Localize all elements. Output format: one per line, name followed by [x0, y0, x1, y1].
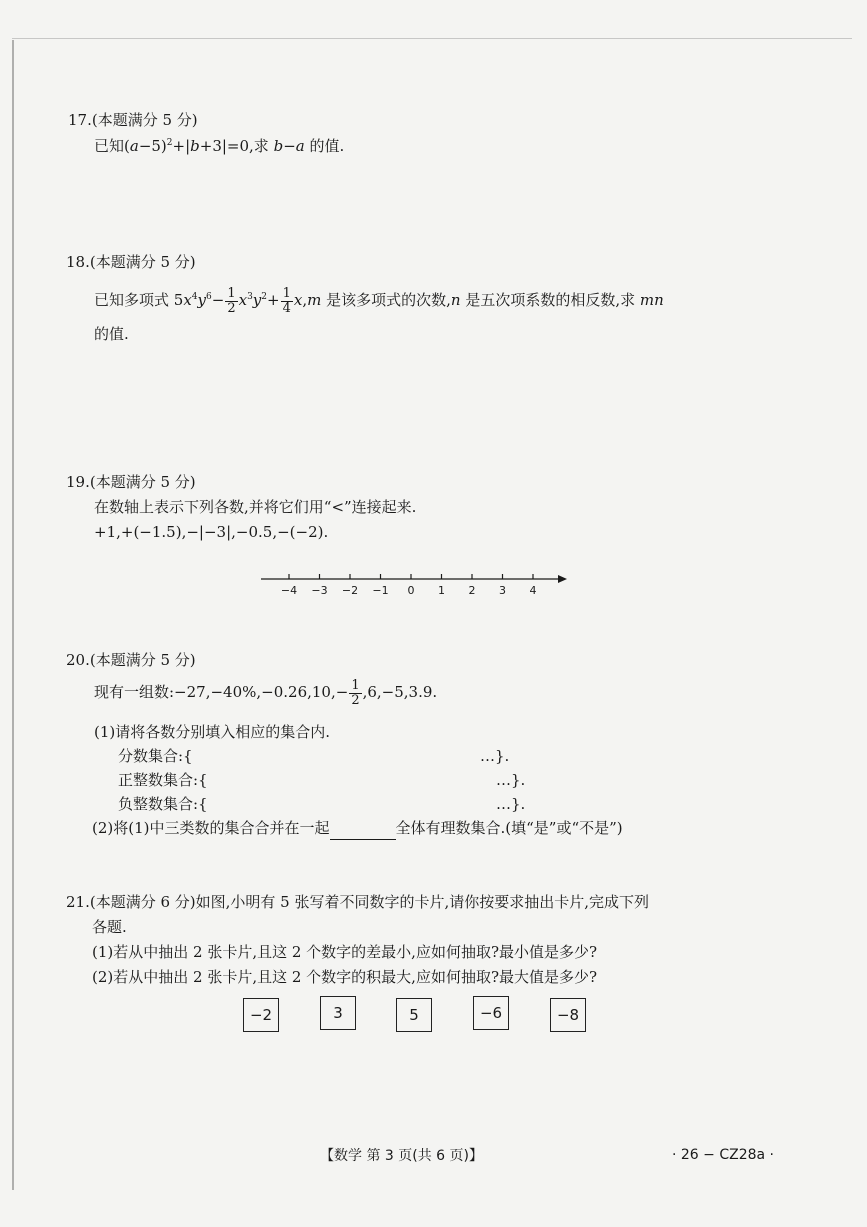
number-line-tick-label: −2 [341, 584, 359, 597]
number-line-tick-label: −1 [372, 584, 389, 597]
question-20-header: 20.(本题满分 5 分) [66, 651, 196, 669]
number-card: −2 [243, 998, 279, 1032]
number-card: 3 [320, 996, 356, 1030]
number-line-tick-label: −4 [280, 584, 298, 597]
question-19-numbers: +1,+(−1.5),−|−3|,−0.5,−(−2). [94, 523, 329, 541]
number-line [255, 565, 575, 601]
set-negative-integer-end: …}. [496, 795, 526, 813]
question-21-line2: 各题. [92, 918, 127, 936]
number-card: −6 [473, 996, 509, 1030]
question-18-line2: 的值. [94, 325, 129, 343]
set-fraction-end: …}. [480, 747, 510, 765]
set-positive-integer-end: …}. [496, 771, 526, 789]
fraction-one-half: $\frac{1}{2}$ [227, 285, 236, 316]
question-20-numbers: 现有一组数:−27,−40%,−0.26,10,− $\frac{1}{2}$ ,6,−5,3.9. [94, 677, 438, 708]
page-footer: 【数学 第 3 页(共 6 页)】 [320, 1148, 483, 1164]
set-positive-integer-label: 正整数集合:{ [118, 771, 208, 789]
question-18-header: 18.(本题满分 5 分) [66, 253, 196, 271]
question-19-header: 19.(本题满分 5 分) [66, 473, 196, 491]
question-21-part1: (1)若从中抽出 2 张卡片,且这 2 个数字的差最小,应如何抽取?最小值是多少? [92, 943, 598, 961]
question-19-instruction: 在数轴上表示下列各数,并将它们用“<”连接起来. [94, 498, 417, 516]
number-line-tick-label: 0 [407, 584, 415, 597]
question-21-line1: 21.(本题满分 6 分)如图,小明有 5 张写着不同数字的卡片,请你按要求抽出卡片,完成下列 [66, 893, 650, 911]
set-negative-integer-label: 负整数集合:{ [118, 795, 208, 813]
question-21-part2: (2)若从中抽出 2 张卡片,且这 2 个数字的积最大,应如何抽取?最大值是多少? [92, 968, 598, 986]
number-card: 5 [396, 998, 432, 1032]
question-18-body: 已知多项式 $5x^4y^6-$ $\frac{1}{2}$ $x^3y^2+$ $\frac{1}{4}$ x,m 是该多项式的次数,n 是五次项系数的相反数,求 mn [94, 285, 664, 316]
fraction-one-quarter: $\frac{1}{4}$ [282, 285, 291, 316]
number-card: −8 [550, 998, 586, 1032]
fraction-one-half: $\frac{1}{2}$ [351, 677, 360, 708]
page-edge-left [12, 40, 14, 1190]
question-20-part1: (1)请将各数分别填入相应的集合内. [94, 723, 331, 741]
question-17-body: 已知$(a-5)^2+|b+3|=0$,求 b−a 的值. [94, 137, 345, 155]
paper-code: · 26 − CZ28a · [672, 1147, 775, 1163]
set-fraction-label: 分数集合:{ [118, 747, 193, 765]
answer-blank[interactable] [330, 823, 396, 840]
number-line-tick-label: 2 [468, 584, 476, 597]
number-line-tick-label: 1 [438, 584, 445, 597]
question-20-part2: (2)将(1)中三类数的集合合并在一起 全体有理数集合.(填“是”或“不是”) [92, 816, 623, 840]
number-line-tick-label: 3 [499, 584, 506, 597]
number-line-tick-label: −3 [311, 584, 328, 597]
page-edge-top [12, 38, 852, 39]
question-17-header: 17.(本题满分 5 分) [68, 111, 198, 129]
number-line-tick-label: 4 [529, 584, 537, 597]
